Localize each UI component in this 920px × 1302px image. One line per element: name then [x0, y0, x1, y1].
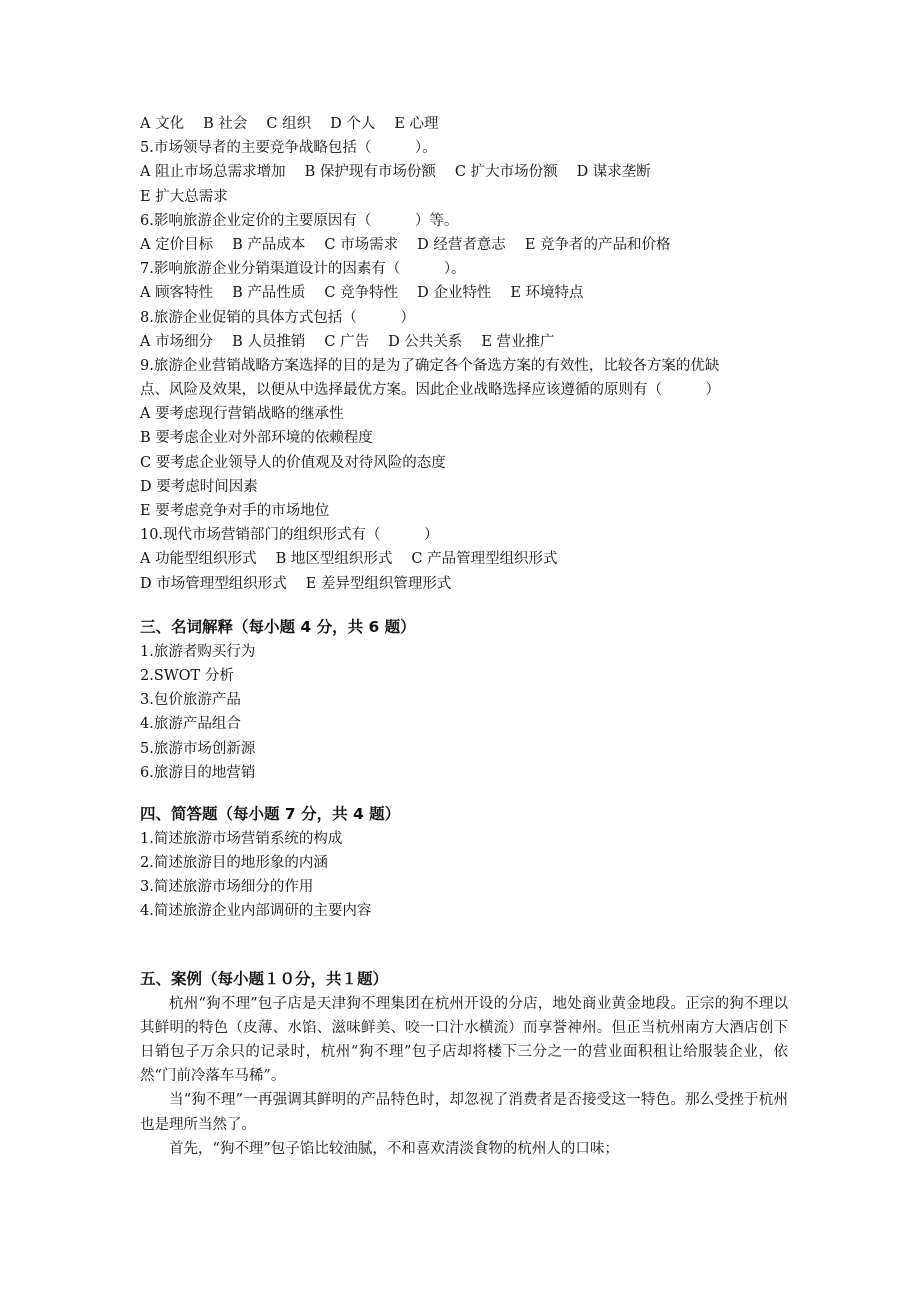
q5-stem: 5.市场领导者的主要竞争战略包括（ ）。 — [140, 140, 437, 157]
q5-option-e: E 扩大总需求 — [140, 188, 228, 205]
q10-option-c: C 产品管理型组织形式 — [411, 551, 558, 568]
q5-option-d: D 谋求垄断 — [576, 164, 651, 181]
q10-options-line-2 — [140, 572, 788, 596]
q10-options-line-1 — [140, 547, 788, 571]
q7-option-c: C 竞争特性 — [324, 285, 399, 302]
section-3-heading: 三、名词解释（每小题 4 分，共 6 题） — [140, 617, 416, 636]
q4-options-line — [140, 112, 788, 136]
q5-options-line-2 — [140, 185, 788, 209]
q4-option-b: B 社会 — [203, 116, 248, 132]
q6-options-line — [140, 233, 788, 257]
section-3-item-4: 4.旅游产品组合 — [140, 716, 241, 733]
section-4-item-4: 4.简述旅游企业内部调研的主要内容 — [140, 903, 372, 920]
section-3-item-6: 6.旅游目的地营销 — [140, 764, 256, 781]
q9-option-d: D 要考虑时间因素 — [140, 478, 258, 495]
q10-option-d: D 市场管理型组织形式 — [140, 575, 287, 592]
q4-option-e: E 心理 — [394, 116, 439, 132]
section-3-item-3: 3.包价旅游产品 — [140, 692, 241, 709]
q9-option-c: C 要考虑企业领导人的价值观及对待风险的态度 — [140, 454, 446, 471]
q7-option-d: D 企业特性 — [417, 285, 492, 302]
q7-options-line — [140, 281, 788, 305]
document-page — [140, 112, 788, 1161]
q6-option-c: C 市场需求 — [324, 236, 399, 253]
q9-stem-line-1: 9.旅游企业营销战略方案选择的目的是为了确定各个备选方案的有效性，比较各方案的优缺 — [140, 357, 720, 374]
q5-option-a: A 阻止市场总需求增加 — [140, 164, 286, 181]
q10-option-b: B 地区型组织形式 — [275, 551, 393, 568]
q8-option-d: D 公共关系 — [388, 333, 463, 350]
q9-option-b: B 要考虑企业对外部环境的依赖程度 — [140, 430, 373, 447]
section-4-item-1: 1.简述旅游市场营销系统的构成 — [140, 830, 343, 847]
q4-option-c: C 组织 — [266, 116, 312, 132]
section-4-item-3: 3.简述旅游市场细分的作用 — [140, 879, 314, 896]
case-paragraph-1: 杭州“狗不理”包子店是天津狗不理集团在杭州开设的分店，地处商业黄金地段。正宗的狗不理以其鲜明的特色（皮薄、水馅、滋味鲜美、咬一口汁水横流）而享誉神州。但正当杭州南方大酒店创下日销包子万余只的记录时，杭州“狗不理”包子店却将楼下三分之一的营业面积租让给服装企业，依然“门前冷落车马稀”。 — [140, 995, 788, 1085]
q6-option-a: A 定价目标 — [140, 236, 214, 253]
section-3-item-1: 1.旅游者购买行为 — [140, 643, 256, 660]
q6-option-b: B 产品成本 — [232, 236, 306, 253]
q10-option-a: A 功能型组织形式 — [140, 551, 257, 568]
section-4-heading: 四、简答题（每小题 7 分，共 4 题） — [140, 804, 401, 823]
q6-option-e: E 竞争者的产品和价格 — [524, 236, 671, 253]
q9-option-a: A 要考虑现行营销战略的继承性 — [140, 406, 344, 423]
section-4-item-2: 2.简述旅游目的地形象的内涵 — [140, 855, 328, 872]
section-3-item-2: 2.SWOT 分析 — [140, 667, 234, 684]
section-5-heading: 五、案例（每小题１０分，共１题） — [140, 969, 389, 988]
q5-option-c: C 扩大市场份额 — [454, 164, 558, 181]
q4-option-a: A 文化 — [140, 116, 185, 132]
q8-option-c: C 广告 — [324, 333, 370, 350]
q5-options-line-1 — [140, 160, 788, 184]
q10-stem: 10.现代市场营销部门的组织形式有（ ） — [140, 527, 439, 544]
case-paragraph-3: 首先，“狗不理”包子馅比较油腻，不和喜欢清淡食物的杭州人的口味； — [169, 1140, 619, 1157]
q8-option-e: E 营业推广 — [481, 333, 555, 350]
q8-option-a: A 市场细分 — [140, 333, 214, 350]
q8-options-line — [140, 330, 788, 354]
q5-option-b: B 保护现有市场份额 — [304, 164, 436, 181]
q6-option-d: D 经营者意志 — [417, 236, 506, 253]
q7-option-e: E 环境特点 — [510, 285, 584, 302]
q9-stem-line-2: 点、风险及效果，以便从中选择最优方案。因此企业战略选择应该遵循的原则有（ ） — [140, 382, 720, 399]
q7-option-b: B 产品性质 — [232, 285, 306, 302]
q7-stem: 7.影响旅游企业分销渠道设计的因素有（ ）。 — [140, 261, 466, 278]
q4-option-d: D 个人 — [330, 116, 376, 132]
q6-stem: 6.影响旅游企业定价的主要原因有（ ）等。 — [140, 212, 459, 229]
section-3-item-5: 5.旅游市场创新源 — [140, 740, 256, 757]
case-paragraph-2: 当“狗不理”一再强调其鲜明的产品特色时，却忽视了消费者是否接受这一特色。那么受挫于杭州也是理所当然了。 — [140, 1092, 788, 1133]
q8-option-b: B 人员推销 — [232, 333, 306, 350]
q9-option-e: E 要考虑竞争对手的市场地位 — [140, 503, 330, 519]
q8-stem: 8.旅游企业促销的具体方式包括（ ） — [140, 309, 415, 326]
q7-option-a: A 顾客特性 — [140, 285, 214, 302]
q10-option-e: E 差异型组织管理形式 — [305, 575, 452, 592]
